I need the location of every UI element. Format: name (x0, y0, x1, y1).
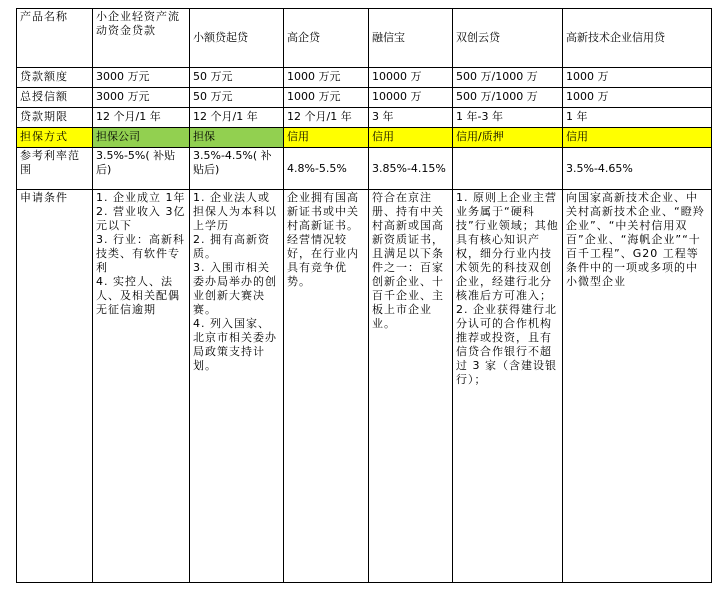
loan-term-cell: 12 个月/1 年 (93, 108, 190, 128)
rate-cell: 3.5%-4.5%( 补贴后) (190, 148, 284, 190)
product-name-cell: 高新技术企业信用贷 (563, 9, 712, 68)
loan-amount-cell: 1000 万元 (284, 68, 369, 88)
loan-term-cell: 3 年 (369, 108, 453, 128)
row-header-rate: 参考利率范围 (17, 148, 93, 190)
conditions-cell: 符合在京注册、持有中关村高新或国高新资质证书，且满足以下条件之一：百家创新企业、十百千企业、主板上市企业业。 (369, 190, 453, 583)
product-name-cell: 融信宝 (369, 9, 453, 68)
conditions-cell: 1. 原则上企业主营业务属于“硬科技”行业领域；其他具有核心知识产权，细分行业内技术领先的科技双创企业，经建行北分核准后方可准入； 2. 企业获得建行北分认可的合作机构推荐或投资，且有信贷合作银行不超过 3 家（含建设银行）； (453, 190, 563, 583)
conditions-cell: 企业拥有国高新证书或中关村高新证书。经营情况较好，在行业内具有竞争优势。 (284, 190, 369, 583)
guarantee-cell: 担保公司 (93, 128, 190, 148)
rate-cell (453, 148, 563, 190)
row-product-name (17, 9, 712, 68)
product-name-cell: 双创云贷 (453, 9, 563, 68)
row-reference-rate (17, 148, 712, 190)
rate-cell: 3.5%-4.65% (563, 148, 712, 190)
loan-amount-cell: 1000 万 (563, 68, 712, 88)
loan-amount-cell: 500 万/1000 万 (453, 68, 563, 88)
total-credit-cell: 10000 万 (369, 88, 453, 108)
guarantee-cell: 信用 (563, 128, 712, 148)
loan-term-cell: 12 个月/1 年 (284, 108, 369, 128)
row-header-conditions: 申请条件 (17, 190, 93, 583)
conditions-cell: 向国家高新技术企业、中关村高新技术企业、“瞪羚企业”、“中关村信用双百”企业、“海帆企业”“十百千工程”、G20 工程等条件中的一项或多项的中小微型企业 (563, 190, 712, 583)
row-total-credit (17, 88, 712, 108)
row-loan-amount (17, 68, 712, 88)
guarantee-cell: 信用 (369, 128, 453, 148)
rate-cell: 3.5%-5%( 补贴后) (93, 148, 190, 190)
row-header-credit: 总授信额 (17, 88, 93, 108)
loan-amount-cell: 10000 万 (369, 68, 453, 88)
loan-term-cell: 1 年 (563, 108, 712, 128)
row-header-term: 贷款期限 (17, 108, 93, 128)
guarantee-cell: 信用/质押 (453, 128, 563, 148)
loan-amount-cell: 50 万元 (190, 68, 284, 88)
row-header-product: 产品名称 (17, 9, 93, 68)
row-conditions (17, 190, 712, 583)
total-credit-cell: 1000 万元 (284, 88, 369, 108)
conditions-cell: 1. 企业法人或担保人为本科以上学历 2. 拥有高新资质。 3. 入围市相关委办局举办的创业创新大赛决赛。 4. 列入国家、北京市相关委办局政策支持计划。 (190, 190, 284, 583)
guarantee-cell: 担保 (190, 128, 284, 148)
product-name-cell: 高企贷 (284, 9, 369, 68)
row-header-amount: 贷款额度 (17, 68, 93, 88)
loan-term-cell: 1 年-3 年 (453, 108, 563, 128)
total-credit-cell: 50 万元 (190, 88, 284, 108)
rate-cell: 4.8%-5.5% (284, 148, 369, 190)
total-credit-cell: 3000 万元 (93, 88, 190, 108)
conditions-cell: 1. 企业成立 1年 2. 营业收入 3亿元以下 3. 行业：高新科技类、有软件专利 4. 实控人、法人、及相关配偶无征信逾期 (93, 190, 190, 583)
product-name-cell: 小额贷起贷 (190, 9, 284, 68)
rate-cell: 3.85%-4.15% (369, 148, 453, 190)
loan-term-cell: 12 个月/1 年 (190, 108, 284, 128)
total-credit-cell: 500 万/1000 万 (453, 88, 563, 108)
row-guarantee (17, 128, 712, 148)
row-loan-term (17, 108, 712, 128)
product-name-cell: 小企业轻资产流动资金贷款 (93, 9, 190, 68)
total-credit-cell: 1000 万 (563, 88, 712, 108)
guarantee-cell: 信用 (284, 128, 369, 148)
loan-products-table (16, 8, 712, 583)
row-header-guarantee: 担保方式 (17, 128, 93, 148)
loan-amount-cell: 3000 万元 (93, 68, 190, 88)
